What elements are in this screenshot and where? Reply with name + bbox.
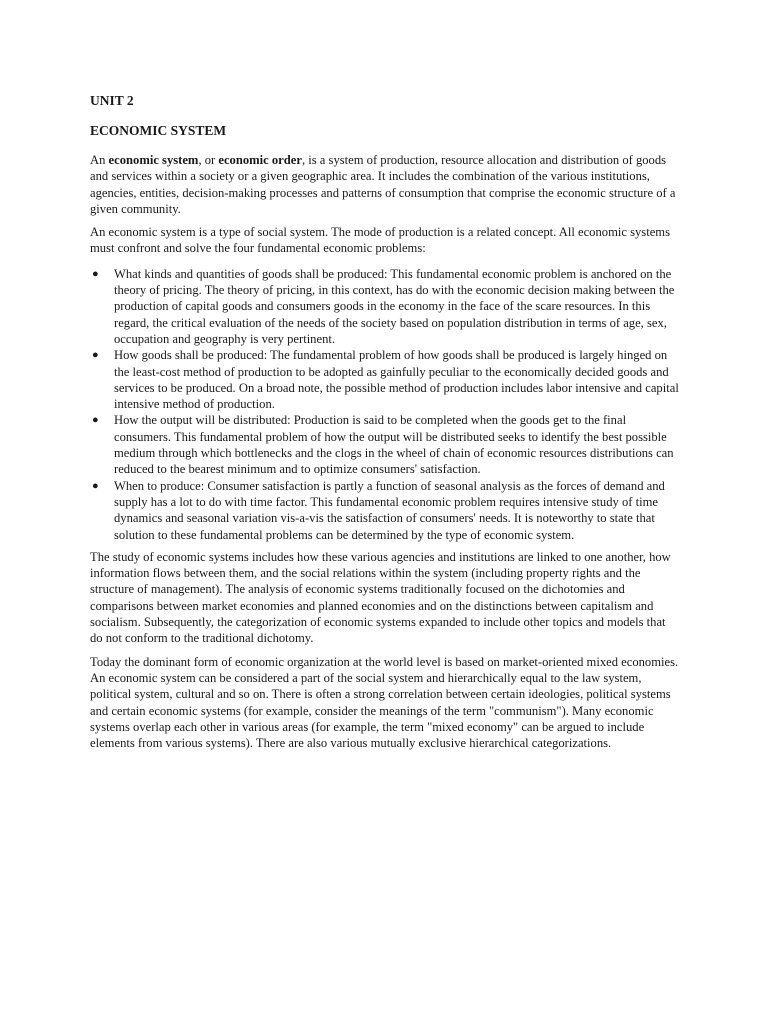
term-economic-system: economic system <box>108 153 199 167</box>
list-item <box>90 478 680 543</box>
unit-label: UNIT 2 <box>90 93 134 108</box>
section-title: ECONOMIC SYSTEM <box>90 123 227 138</box>
list-item-text: How goods shall be produced: The fundamental problem of how goods shall be produced is largely hinged on the least-cost method of production to be adopted as gainfully peculiar to the economically decided goods and services to be produced. On a broad note, the possible method of production includes labor intensive and capital intensive method of production. <box>114 348 679 412</box>
list-item-text: What kinds and quantities of goods shall be produced: This fundamental economic problem is anchored on the theory of pricing. The theory of pricing, in this context, has do with the economic decision making between the production of capital goods and consumers goods in the economy in the face of the scare resources. In this regard, the critical evaluation of the needs of the society based on population distribution in terms of age, sex, occupation and geography is very pertinent. <box>114 266 675 346</box>
paragraph-study-of-systems: The study of economic systems includes how these various agencies and institutions are linked to one another, how information flows between them, and the social relations within the system (including property rights and the structure of management). The analysis of economic systems traditionally focused on the dichotomies and comparisons between market economies and planned economies and on the distinctions between capitalism and socialism. Subsequently, the categorization of economic systems expanded to include other topics and models that do not conform to the traditional dichotomy. <box>90 549 671 646</box>
intro-text-end: , is a system of production, resource allocation and distribution of goods and services within a society or a given geographic area. It includes the combination of the various institutions, agencies, entities, decision-making processes and patterns of consumption that comprise the economic structure of a given community. <box>90 153 676 216</box>
document-page <box>90 90 680 758</box>
list-item-text: When to produce: Consumer satisfaction is partly a function of seasonal analysis as the forces of demand and supply has a lot to do with time factor. This fundamental economic problem requires intensive study of time dynamics and seasonal variation vis-a-vis the satisfaction of consumers' needs. It is noteworthy to state that solution to these fundamental problems can be determined by the type of economic system. <box>114 478 665 542</box>
bullet-icon: ● <box>92 414 99 427</box>
intro-paragraph <box>90 152 680 217</box>
list-item <box>90 412 680 477</box>
bullet-icon: ● <box>92 349 99 362</box>
term-economic-order: economic order <box>218 153 302 167</box>
intro-text-mid: , or <box>198 153 219 167</box>
fundamental-problems-list <box>90 266 680 543</box>
list-item <box>90 347 680 412</box>
bullet-icon: ● <box>92 479 99 492</box>
list-item-text: How the output will be distributed: Production is said to be completed when the goods get to the final consumers. This fundamental problem of how the output will be distributed seeks to identify the best possible medium through which bottlenecks and the clogs in the wheel of chain of economic resources distributions can reduced to the bearest minimum and to optimize consumers' satisfaction. <box>114 413 674 477</box>
paragraph-social-system: An economic system is a type of social system. The mode of production is a related concept. All economic systems must confront and solve the four fundamental economic problems: <box>90 225 670 256</box>
intro-text-start: An <box>90 153 109 167</box>
paragraph-dominant-form: Today the dominant form of economic organization at the world level is based on market-oriented mixed economies. An economic system can be considered a part of the social system and hierarchically equal to the law system, political system, cultural and so on. There is often a strong correlation between certain ideologies, political systems and certain economic systems (for example, consider the meanings of the term "communism"). Many economic systems overlap each other in various areas (for example, the term "mixed economy" can be argued to include elements from various systems). There are also various mutually exclusive hierarchical categorizations. <box>90 654 679 751</box>
bullet-icon: ● <box>92 267 99 280</box>
list-item <box>90 266 680 347</box>
